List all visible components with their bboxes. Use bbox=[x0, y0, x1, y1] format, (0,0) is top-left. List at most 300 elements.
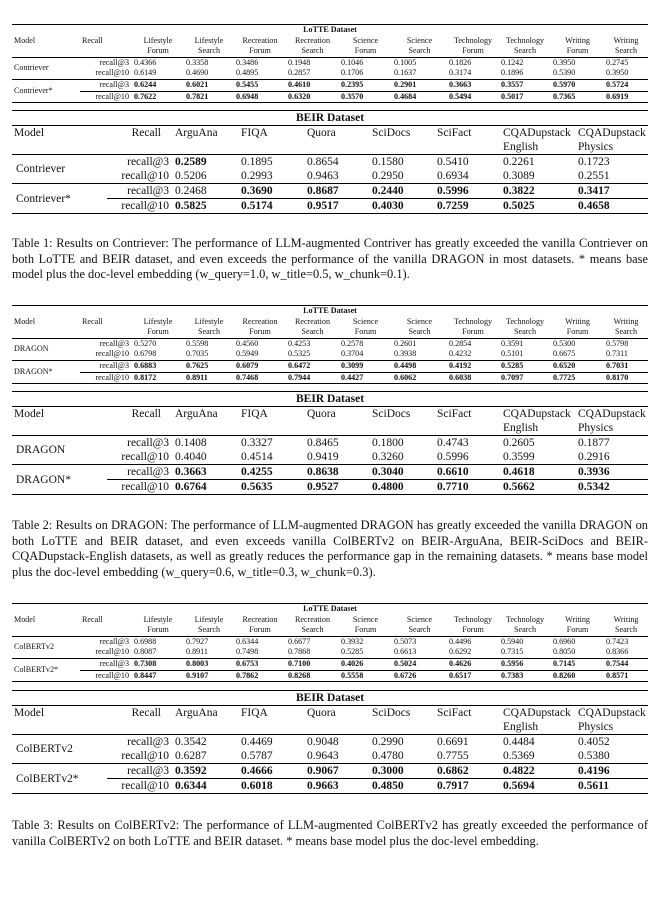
metric-cell: 0.5996 bbox=[437, 451, 469, 463]
column-header-sub bbox=[370, 421, 435, 436]
metric-cell: 0.6018 bbox=[239, 779, 305, 794]
metric-cell: 0.5025 bbox=[501, 199, 576, 214]
column-header: FIQA bbox=[241, 408, 268, 420]
column-header-sub: Physics bbox=[576, 720, 648, 735]
table-row bbox=[12, 647, 648, 658]
recall-label: recall@3 bbox=[80, 79, 132, 91]
metric-cell: 0.5369 bbox=[503, 750, 535, 762]
metric-cell: 0.6677 bbox=[286, 636, 339, 647]
column-header: CQADupstack bbox=[578, 408, 646, 420]
table-row bbox=[12, 465, 648, 480]
recall-label: recall@3 bbox=[80, 57, 132, 68]
column-header-sub bbox=[12, 421, 107, 436]
lotte-header-row bbox=[12, 36, 648, 47]
metric-cell: 0.7862 bbox=[234, 670, 286, 682]
metric-cell: 0.2857 bbox=[288, 68, 311, 78]
table-1-caption: Table 1: Results on Contriever: The performance of LLM-augmented Contriver has greatly exceeded the vanilla Contriever on both LoTTE and BEIR dataset, and even exceeds the performance of the vanilla DRAGON in most datasets. * means base model plus the doc-level embedding (w_query=1.0, w_title=0.5, w_chunk=0.1). bbox=[12, 236, 648, 282]
column-header-sub bbox=[107, 720, 173, 735]
column-header: Writing bbox=[613, 614, 639, 624]
column-header: Lifestyle bbox=[194, 614, 224, 624]
metric-cell: 0.5390 bbox=[553, 68, 576, 78]
metric-cell: 0.1896 bbox=[501, 68, 524, 78]
metric-cell: 0.6517 bbox=[447, 670, 499, 682]
column-header-sub bbox=[305, 140, 370, 155]
recall-label: recall@10 bbox=[107, 779, 173, 794]
metric-cell: 0.3938 bbox=[394, 349, 417, 359]
column-header-sub bbox=[173, 421, 239, 436]
column-header-sub: Search bbox=[286, 327, 339, 338]
metric-cell: 0.7031 bbox=[604, 360, 648, 372]
table-row bbox=[12, 735, 648, 750]
recall-label: recall@10 bbox=[107, 480, 173, 495]
column-header: SciDocs bbox=[372, 127, 411, 139]
metric-cell: 0.2440 bbox=[370, 184, 435, 199]
metric-cell: 0.4030 bbox=[370, 199, 435, 214]
metric-cell: 0.7725 bbox=[551, 372, 604, 384]
metric-cell: 0.2589 bbox=[173, 155, 239, 170]
metric-cell: 0.3591 bbox=[499, 338, 551, 349]
column-header: Writing bbox=[565, 316, 590, 326]
metric-cell: 0.8087 bbox=[134, 647, 157, 657]
column-header: Lifestyle bbox=[143, 35, 173, 45]
metric-cell: 0.4560 bbox=[234, 338, 286, 349]
metric-cell: 0.4366 bbox=[132, 57, 184, 68]
metric-cell: 0.1723 bbox=[576, 155, 648, 170]
metric-cell: 0.8687 bbox=[305, 184, 370, 199]
column-header: Technology bbox=[453, 316, 493, 326]
metric-cell: 0.6960 bbox=[551, 636, 604, 647]
metric-cell: 0.6764 bbox=[173, 480, 239, 495]
table-row bbox=[12, 68, 648, 79]
metric-cell: 0.9048 bbox=[305, 735, 370, 750]
column-header: Writing bbox=[613, 35, 639, 45]
column-header: Recreation bbox=[242, 614, 278, 624]
table-row bbox=[12, 338, 648, 349]
metric-cell: 0.7311 bbox=[606, 349, 628, 359]
metric-cell: 0.7097 bbox=[499, 372, 551, 384]
metric-cell: 0.3704 bbox=[341, 349, 364, 359]
metric-cell: 0.8911 bbox=[186, 647, 208, 657]
column-header-sub bbox=[305, 720, 370, 735]
column-header-sub: Search bbox=[184, 327, 234, 338]
metric-cell: 0.3950 bbox=[551, 57, 604, 68]
lotte-table bbox=[12, 24, 648, 103]
metric-cell: 0.6691 bbox=[435, 735, 501, 750]
metric-cell: 0.9517 bbox=[305, 199, 370, 214]
metric-cell: 0.6948 bbox=[234, 91, 286, 103]
metric-cell: 0.8571 bbox=[604, 670, 648, 682]
metric-cell: 0.2745 bbox=[604, 57, 648, 68]
column-header-sub bbox=[12, 720, 107, 735]
metric-cell: 0.7365 bbox=[551, 91, 604, 103]
column-header: FIQA bbox=[241, 707, 268, 719]
column-header: Science bbox=[406, 35, 433, 45]
table-row bbox=[12, 91, 648, 103]
beir-caption-row bbox=[12, 111, 648, 126]
column-header-sub: Forum bbox=[132, 46, 184, 57]
metric-cell: 0.4496 bbox=[447, 636, 499, 647]
column-header-sub: Forum bbox=[447, 46, 499, 57]
metric-cell: 0.3822 bbox=[501, 184, 576, 199]
column-header-sub bbox=[12, 140, 107, 155]
beir-header-row-2 bbox=[12, 140, 648, 155]
column-header-sub bbox=[80, 625, 132, 636]
metric-cell: 0.1877 bbox=[576, 436, 648, 451]
lotte-header-row-2 bbox=[12, 46, 648, 57]
lotte-table bbox=[12, 603, 648, 682]
recall-label: recall@10 bbox=[95, 647, 129, 657]
column-header: Recall bbox=[82, 316, 103, 326]
column-header: Technology bbox=[505, 35, 545, 45]
metric-cell: 0.2990 bbox=[370, 735, 435, 750]
column-header-sub: English bbox=[501, 140, 576, 155]
column-header: Technology bbox=[453, 35, 493, 45]
table-row bbox=[12, 764, 648, 779]
beir-dataset-title: BEIR Dataset bbox=[12, 392, 648, 407]
metric-cell: 0.8260 bbox=[551, 670, 604, 682]
table-1-beir bbox=[12, 110, 648, 214]
column-header-sub: Search bbox=[184, 46, 234, 57]
column-header: Quora bbox=[307, 408, 336, 420]
column-header: Recreation bbox=[294, 35, 331, 45]
metric-cell: 0.1408 bbox=[173, 436, 239, 451]
metric-cell: 0.4052 bbox=[576, 735, 648, 750]
table-2-beir bbox=[12, 391, 648, 495]
column-header: SciFact bbox=[437, 707, 472, 719]
metric-cell: 0.9643 bbox=[307, 750, 339, 762]
column-header-sub: Forum bbox=[551, 327, 604, 338]
table-row bbox=[12, 349, 648, 360]
metric-cell: 0.5300 bbox=[551, 338, 604, 349]
model-group bbox=[12, 436, 648, 465]
column-header: Writing bbox=[565, 35, 590, 45]
column-header: Recall bbox=[131, 707, 161, 719]
column-header: SciDocs bbox=[372, 408, 411, 420]
column-header: Quora bbox=[307, 127, 336, 139]
table-row bbox=[12, 670, 648, 682]
table-row bbox=[12, 57, 648, 68]
metric-cell: 0.5455 bbox=[234, 79, 286, 91]
metric-cell: 0.5558 bbox=[339, 670, 392, 682]
lotte-caption-row bbox=[12, 25, 648, 36]
column-header: Recall bbox=[82, 614, 103, 624]
column-header: Model bbox=[14, 408, 45, 420]
table-1-lotte bbox=[12, 24, 648, 103]
column-header: Lifestyle bbox=[143, 316, 173, 326]
metric-cell: 0.5017 bbox=[499, 91, 551, 103]
metric-cell: 0.5940 bbox=[499, 636, 551, 647]
model-name: DRAGON bbox=[12, 436, 107, 465]
metric-cell: 0.7868 bbox=[288, 647, 311, 657]
column-header-sub: Forum bbox=[339, 327, 392, 338]
column-header-sub: Physics bbox=[576, 140, 648, 155]
metric-cell: 0.5825 bbox=[173, 199, 239, 214]
model-name: DRAGON* bbox=[12, 360, 80, 383]
model-group bbox=[12, 658, 648, 681]
column-header-sub: Forum bbox=[447, 625, 499, 636]
column-header-sub: Forum bbox=[234, 46, 286, 57]
column-header-sub bbox=[173, 140, 239, 155]
table-row bbox=[12, 450, 648, 465]
metric-cell: 0.3327 bbox=[239, 436, 305, 451]
column-header-sub bbox=[370, 140, 435, 155]
column-header: Recall bbox=[131, 127, 161, 139]
column-header: Recreation bbox=[294, 614, 331, 624]
column-header-sub bbox=[370, 720, 435, 735]
column-header: ArguAna bbox=[175, 707, 218, 719]
metric-cell: 0.5073 bbox=[392, 636, 447, 647]
metric-cell: 0.7100 bbox=[286, 658, 339, 670]
column-header: Science bbox=[406, 614, 433, 624]
metric-cell: 0.7710 bbox=[435, 480, 501, 495]
lotte-dataset-title: LoTTE Dataset bbox=[12, 604, 648, 615]
metric-cell: 0.4800 bbox=[370, 480, 435, 495]
column-header-sub: Forum bbox=[132, 327, 184, 338]
metric-cell: 0.3557 bbox=[499, 79, 551, 91]
model-name: DRAGON* bbox=[12, 465, 107, 495]
metric-cell: 0.3174 bbox=[449, 68, 472, 78]
table-row bbox=[12, 749, 648, 764]
column-header-sub: English bbox=[501, 720, 576, 735]
metric-cell: 0.1005 bbox=[392, 57, 447, 68]
beir-table bbox=[12, 690, 648, 794]
metric-cell: 0.3932 bbox=[339, 636, 392, 647]
metric-cell: 0.5024 bbox=[392, 658, 447, 670]
metric-cell: 0.3599 bbox=[503, 451, 535, 463]
column-header: Recall bbox=[131, 408, 161, 420]
metric-cell: 0.3570 bbox=[339, 91, 392, 103]
model-name: Contriever bbox=[12, 155, 107, 184]
beir-header-row-2 bbox=[12, 421, 648, 436]
metric-cell: 0.7625 bbox=[184, 360, 234, 372]
metric-cell: 0.2854 bbox=[447, 338, 499, 349]
column-header-sub: Physics bbox=[576, 421, 648, 436]
metric-cell: 0.5949 bbox=[236, 349, 259, 359]
metric-cell: 0.6613 bbox=[394, 647, 417, 657]
metric-cell: 0.2950 bbox=[372, 170, 404, 182]
metric-cell: 0.7755 bbox=[437, 750, 469, 762]
column-header-sub bbox=[239, 421, 305, 436]
column-header: Recreation bbox=[242, 35, 278, 45]
table-3-lotte bbox=[12, 603, 648, 682]
lotte-dataset-title: LoTTE Dataset bbox=[12, 306, 648, 317]
metric-cell: 0.6726 bbox=[392, 670, 447, 682]
metric-cell: 0.8465 bbox=[305, 436, 370, 451]
column-header-sub: Forum bbox=[234, 625, 286, 636]
model-group bbox=[12, 636, 648, 658]
table-row bbox=[12, 155, 648, 170]
column-header: SciFact bbox=[437, 127, 472, 139]
metric-cell: 0.6862 bbox=[435, 764, 501, 779]
metric-cell: 0.4253 bbox=[286, 338, 339, 349]
column-header: CQADupstack bbox=[503, 707, 571, 719]
metric-cell: 0.3260 bbox=[372, 451, 404, 463]
metric-cell: 0.6344 bbox=[234, 636, 286, 647]
metric-cell: 0.7259 bbox=[435, 199, 501, 214]
metric-cell: 0.4514 bbox=[241, 451, 273, 463]
recall-label: recall@3 bbox=[107, 155, 173, 170]
metric-cell: 0.5174 bbox=[239, 199, 305, 214]
metric-cell: 0.1580 bbox=[370, 155, 435, 170]
metric-cell: 0.8911 bbox=[184, 372, 234, 384]
column-header-sub bbox=[435, 421, 501, 436]
beir-table bbox=[12, 391, 648, 495]
metric-cell: 0.6149 bbox=[134, 68, 157, 78]
metric-cell: 0.5787 bbox=[241, 750, 273, 762]
metric-cell: 0.3000 bbox=[370, 764, 435, 779]
table-row bbox=[12, 79, 648, 91]
metric-cell: 0.6062 bbox=[392, 372, 447, 384]
column-header-sub: Search bbox=[392, 625, 447, 636]
metric-cell: 0.4427 bbox=[339, 372, 392, 384]
table-row bbox=[12, 636, 648, 647]
column-header-sub: Forum bbox=[551, 625, 604, 636]
recall-label: recall@3 bbox=[80, 360, 132, 372]
metric-cell: 0.7383 bbox=[499, 670, 551, 682]
metric-cell: 0.7927 bbox=[184, 636, 234, 647]
column-header-sub bbox=[239, 720, 305, 735]
metric-cell: 0.6079 bbox=[234, 360, 286, 372]
column-header-sub bbox=[12, 625, 80, 636]
metric-cell: 0.3417 bbox=[576, 184, 648, 199]
metric-cell: 0.5101 bbox=[501, 349, 524, 359]
beir-header-row bbox=[12, 706, 648, 721]
metric-cell: 0.4498 bbox=[392, 360, 447, 372]
metric-cell: 0.6244 bbox=[132, 79, 184, 91]
column-header-sub: Search bbox=[604, 46, 648, 57]
column-header-sub bbox=[107, 140, 173, 155]
metric-cell: 0.5494 bbox=[447, 91, 499, 103]
metric-cell: 0.7917 bbox=[435, 779, 501, 794]
metric-cell: 0.7944 bbox=[286, 372, 339, 384]
metric-cell: 0.8638 bbox=[305, 465, 370, 480]
column-header: CQADupstack bbox=[503, 408, 571, 420]
column-header-sub: Search bbox=[499, 625, 551, 636]
recall-label: recall@3 bbox=[80, 658, 132, 670]
metric-cell: 0.4192 bbox=[447, 360, 499, 372]
metric-cell: 0.9107 bbox=[184, 670, 234, 682]
beir-dataset-title: BEIR Dataset bbox=[12, 691, 648, 706]
metric-cell: 0.3690 bbox=[239, 184, 305, 199]
table-row bbox=[12, 199, 648, 214]
column-header-sub bbox=[80, 327, 132, 338]
metric-cell: 0.6919 bbox=[604, 91, 648, 103]
beir-dataset-title: BEIR Dataset bbox=[12, 111, 648, 126]
table-row bbox=[12, 779, 648, 794]
column-header-sub bbox=[435, 140, 501, 155]
metric-cell: 0.2993 bbox=[241, 170, 273, 182]
recall-label: recall@3 bbox=[107, 764, 173, 779]
metric-cell: 0.8172 bbox=[132, 372, 184, 384]
metric-cell: 0.6021 bbox=[184, 79, 234, 91]
recall-label: recall@3 bbox=[107, 735, 173, 750]
metric-cell: 0.3663 bbox=[447, 79, 499, 91]
column-header: Science bbox=[352, 35, 379, 45]
metric-cell: 0.5996 bbox=[435, 184, 501, 199]
column-header-sub: Forum bbox=[551, 46, 604, 57]
column-header: CQADupstack bbox=[503, 127, 571, 139]
metric-cell: 0.4026 bbox=[339, 658, 392, 670]
table-row bbox=[12, 480, 648, 495]
lotte-header-row-2 bbox=[12, 327, 648, 338]
column-header: Lifestyle bbox=[143, 614, 173, 624]
metric-cell: 0.8268 bbox=[286, 670, 339, 682]
metric-cell: 0.5285 bbox=[499, 360, 551, 372]
metric-cell: 0.3099 bbox=[339, 360, 392, 372]
model-group bbox=[12, 360, 648, 383]
beir-table bbox=[12, 110, 648, 214]
metric-cell: 0.3358 bbox=[184, 57, 234, 68]
model-name: ColBERTv2 bbox=[12, 636, 80, 658]
table-row bbox=[12, 658, 648, 670]
column-header-sub bbox=[173, 720, 239, 735]
metric-cell: 0.3542 bbox=[173, 735, 239, 750]
lotte-dataset-title: LoTTE Dataset bbox=[12, 25, 648, 36]
metric-cell: 0.1895 bbox=[239, 155, 305, 170]
model-name: Contriever* bbox=[12, 184, 107, 214]
metric-cell: 0.9527 bbox=[305, 480, 370, 495]
recall-label: recall@10 bbox=[121, 451, 169, 463]
model-name: Contriever bbox=[12, 57, 80, 79]
column-header: SciDocs bbox=[372, 707, 411, 719]
metric-cell: 0.5724 bbox=[604, 79, 648, 91]
column-header-sub: Forum bbox=[132, 625, 184, 636]
metric-cell: 0.4469 bbox=[239, 735, 305, 750]
recall-label: recall@10 bbox=[121, 750, 169, 762]
metric-cell: 0.7622 bbox=[132, 91, 184, 103]
column-header-sub: Search bbox=[286, 46, 339, 57]
metric-cell: 0.5798 bbox=[604, 338, 648, 349]
metric-cell: 0.1706 bbox=[341, 68, 364, 78]
column-header: FIQA bbox=[241, 127, 268, 139]
metric-cell: 0.6883 bbox=[132, 360, 184, 372]
metric-cell: 0.7468 bbox=[234, 372, 286, 384]
metric-cell: 0.2395 bbox=[339, 79, 392, 91]
model-name: DRAGON bbox=[12, 338, 80, 360]
beir-header-row bbox=[12, 126, 648, 141]
beir-header-row bbox=[12, 407, 648, 422]
model-group bbox=[12, 465, 648, 495]
metric-cell: 0.7145 bbox=[551, 658, 604, 670]
column-header-sub bbox=[435, 720, 501, 735]
metric-cell: 0.9419 bbox=[307, 451, 339, 463]
recall-label: recall@3 bbox=[80, 636, 132, 647]
metric-cell: 0.7544 bbox=[604, 658, 648, 670]
metric-cell: 0.6753 bbox=[234, 658, 286, 670]
column-header-sub: Search bbox=[499, 46, 551, 57]
column-header: Technology bbox=[505, 316, 545, 326]
metric-cell: 0.4040 bbox=[175, 451, 207, 463]
column-header-sub: Search bbox=[499, 327, 551, 338]
column-header: ArguAna bbox=[175, 408, 218, 420]
metric-cell: 0.4780 bbox=[372, 750, 404, 762]
column-header-sub bbox=[305, 421, 370, 436]
beir-caption-row bbox=[12, 691, 648, 706]
table-2-caption: Table 2: Results on DRAGON: The performance of LLM-augmented DRAGON has greatly exceeded the vanilla DRAGON on both LoTTE and BEIR dataset, and even exceeds vanilla ColBERTv2 on BEIR-ArguAna, BEIR-SciDocs and BEIR-CQADupstack-English datasets, as well as greatly reduces the performance gap in the remaining datasets. * means base model plus the doc-level embedding (w_query=0.6, w_title=0.3, w_chunk=0.3). bbox=[12, 518, 648, 579]
metric-cell: 0.2901 bbox=[392, 79, 447, 91]
column-header: Science bbox=[352, 614, 379, 624]
model-group bbox=[12, 338, 648, 360]
metric-cell: 0.4196 bbox=[576, 764, 648, 779]
column-header-sub: Forum bbox=[447, 327, 499, 338]
metric-cell: 0.2261 bbox=[501, 155, 576, 170]
beir-caption-row bbox=[12, 392, 648, 407]
metric-cell: 0.5611 bbox=[576, 779, 648, 794]
column-header: Writing bbox=[565, 614, 590, 624]
column-header: Science bbox=[406, 316, 433, 326]
metric-cell: 0.7498 bbox=[236, 647, 259, 657]
metric-cell: 0.4743 bbox=[435, 436, 501, 451]
